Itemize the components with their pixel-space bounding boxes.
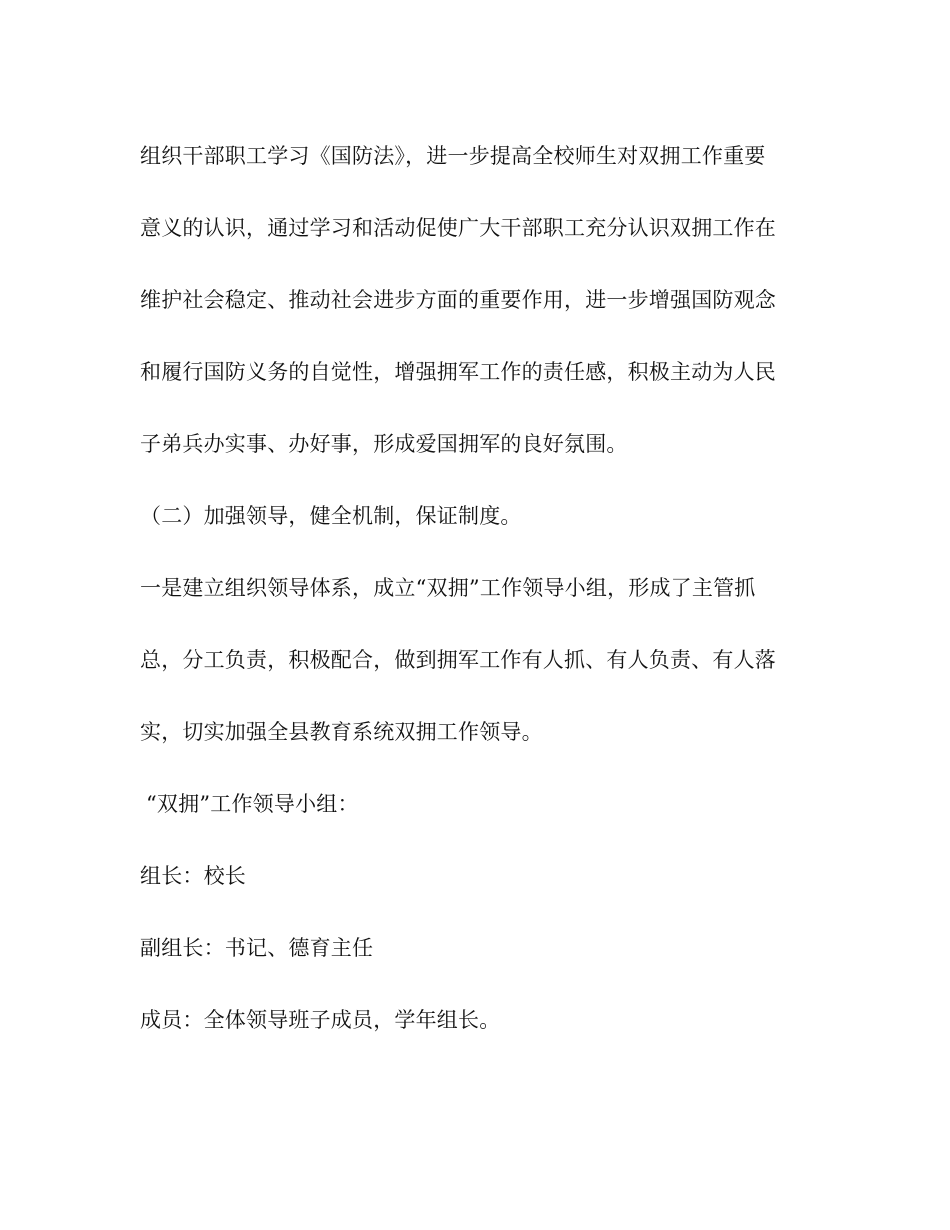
paragraph-line: 实，切实加强全县教育系统双拥工作领导。 <box>140 720 543 744</box>
group-members: 成员：全体领导班子成员，学年组长。 <box>140 1008 501 1032</box>
deputy-leader: 副组长：书记、德育主任 <box>140 936 374 960</box>
paragraph-line: 组织干部职工学习《国防法》，进一步提高全校师生对双拥工作重要 <box>140 144 766 168</box>
paragraph-line: 维护社会稳定、推动社会进步方面的重要作用，进一步增强国防观念 <box>140 288 776 312</box>
section-heading: （二）加强领导，健全机制，保证制度。 <box>140 504 522 528</box>
paragraph-line: 总，分工负责，积极配合，做到拥军工作有人抓、有人负责、有人落 <box>140 648 776 672</box>
group-title: “双拥”工作领导小组： <box>146 792 359 816</box>
paragraph-line: 意义的认识，通过学习和活动促使广大干部职工充分认识双拥工作在 <box>140 216 776 240</box>
paragraph-line: 和履行国防义务的自觉性，增强拥军工作的责任感，积极主动为人民 <box>140 360 776 384</box>
group-leader: 组长：校长 <box>140 864 246 888</box>
paragraph-line: 子弟兵办实事、办好事，形成爱国拥军的良好氛围。 <box>140 432 628 456</box>
paragraph-line: 一是建立组织领导体系，成立“双拥”工作领导小组，形成了主管抓 <box>140 576 756 600</box>
